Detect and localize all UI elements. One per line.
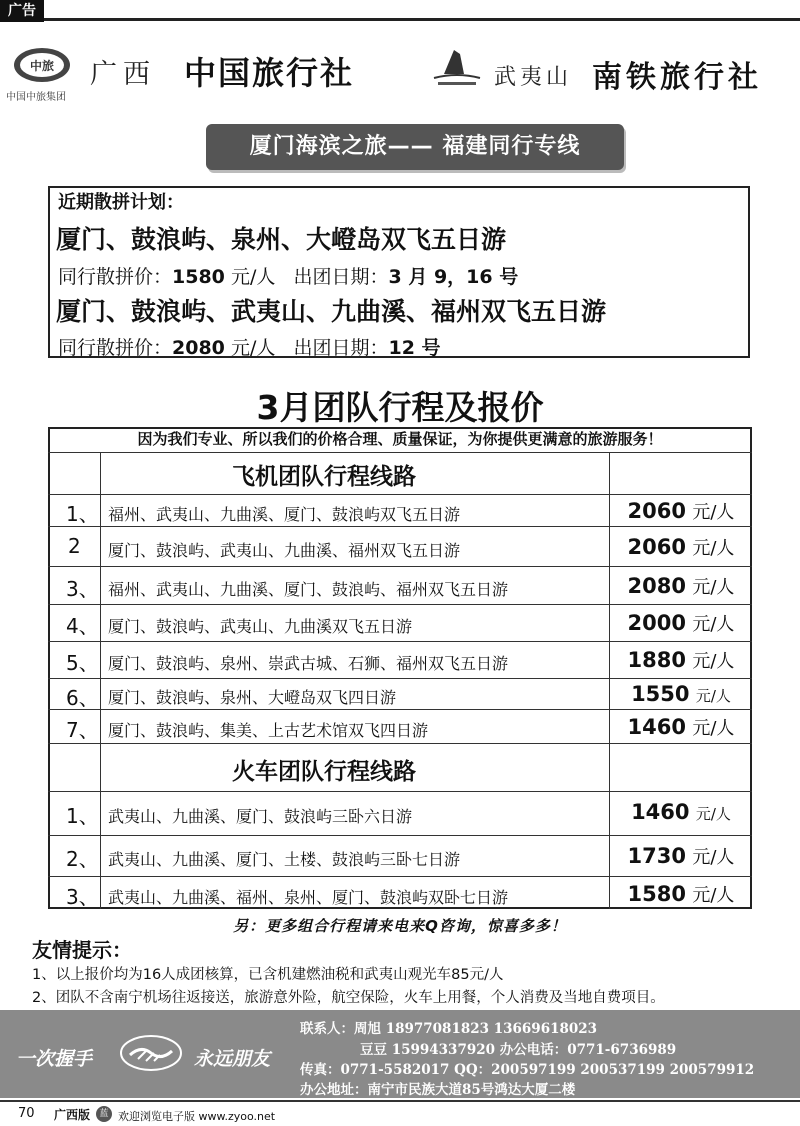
ad-tag: 广告 [0, 0, 44, 22]
price-unit: 元/人 [692, 538, 735, 559]
plan-info [58, 333, 441, 360]
recent-plans-title: 近期散拼计划： [58, 192, 184, 213]
row-number: 5、 [66, 651, 99, 675]
plan-route: 厦门、鼓浪屿、泉州、大嶝岛双飞五日游 [56, 225, 507, 254]
svg-text:中旅: 中旅 [29, 59, 55, 73]
price-value: 2060 [627, 535, 686, 559]
row-price [611, 647, 751, 673]
plan-date: 3 月 9，16 号 [388, 266, 519, 288]
row-number: 4、 [66, 614, 99, 638]
tip-item: 2、团队不含南宁机场往返接送，旅游意外险，航空保险，火车上用餐，个人消费及当地自费项目。 [32, 990, 665, 1006]
website-link[interactable]: 欢迎浏览电子版 www.zyoo.net [118, 1110, 276, 1123]
plan-date-label: 出团日期： [293, 266, 389, 288]
plan-date-label: 出团日期： [293, 337, 389, 359]
row-price [611, 881, 751, 907]
table-slogan: 因为我们专业、所以我们的价格合理、质量保证，为你提供更满意的旅游服务！ [137, 430, 663, 448]
row-price [611, 800, 751, 824]
train-group-header: 火车团队行程线路 [232, 759, 416, 785]
row-number: 3、 [66, 885, 99, 909]
row-number: 2、 [66, 847, 99, 871]
row-route: 武夷山、九曲溪、福州、泉州、厦门、鼓浪屿双卧七日游 [108, 888, 509, 907]
table-divider [48, 678, 752, 679]
table-divider [48, 452, 752, 453]
price-unit: 元/人 [692, 577, 735, 598]
table-divider [48, 709, 752, 710]
table-col-divider [609, 452, 610, 909]
edition-label: 广西版 [54, 1108, 91, 1122]
row-price [611, 682, 751, 706]
row-price [611, 534, 751, 560]
plan-price: 1580 [172, 266, 225, 288]
table-divider [48, 641, 752, 642]
route-banner: 厦门海滨之旅—— 福建同行专线 [206, 124, 624, 170]
price-unit: 元/人 [692, 614, 735, 635]
price-unit: 元/人 [692, 651, 735, 672]
contact-line: 办公地址：南宁市民族大道85号鸿达大厦二楼 [300, 1082, 576, 1098]
row-route: 厦门、鼓浪屿、泉州、崇武古城、石狮、福州双飞五日游 [108, 654, 509, 673]
table-col-divider [100, 452, 101, 909]
handshake-icon [116, 1033, 186, 1073]
price-value: 1550 [631, 682, 690, 706]
price-unit: 元/人 [692, 502, 735, 523]
slogan-right: 永远朋友 [194, 1048, 271, 1070]
flight-group-header: 飞机团队行程线路 [232, 464, 416, 490]
agency-1-prefix: 广西 [90, 59, 156, 90]
plan-price-label: 同行散拼价： [58, 337, 173, 359]
row-number: 3、 [66, 577, 99, 601]
row-route: 厦门、鼓浪屿、武夷山、九曲溪双飞五日游 [108, 617, 413, 636]
slogan-left: 一次握手 [16, 1048, 93, 1070]
row-route: 厦门、鼓浪屿、泉州、大嶝岛双飞四日游 [108, 688, 397, 707]
row-number: 2 [68, 534, 81, 558]
row-number: 1、 [66, 502, 99, 526]
table-divider [48, 743, 752, 744]
price-unit: 元/人 [692, 885, 735, 906]
top-rule [44, 18, 800, 21]
price-value: 2060 [627, 499, 686, 523]
table-divider [48, 876, 752, 877]
footnote: 另：更多组合行程请来电来Q咨询，惊喜多多！ [233, 917, 567, 935]
logo-left-caption: 中国中旅集团 [6, 92, 66, 103]
row-price [611, 573, 751, 599]
price-value: 1460 [631, 800, 690, 824]
price-value: 2000 [627, 611, 686, 635]
row-route: 武夷山、九曲溪、厦门、鼓浪屿三卧六日游 [108, 807, 413, 826]
row-route: 福州、武夷山、九曲溪、厦门、鼓浪屿、福州双飞五日游 [108, 580, 509, 599]
row-price [611, 610, 751, 636]
price-value: 1730 [627, 844, 686, 868]
table-divider [48, 526, 752, 527]
section-title: 3月团队行程及报价 [256, 388, 544, 427]
table-divider [48, 566, 752, 567]
page-number: 70 [18, 1106, 35, 1121]
price-unit: 元/人 [692, 718, 735, 739]
bottom-rule [0, 1100, 800, 1102]
plan-price-unit: 元/人 [230, 266, 276, 288]
row-route: 福州、武夷山、九曲溪、厦门、鼓浪屿双飞五日游 [108, 505, 461, 524]
plan-info [58, 262, 518, 289]
price-value: 2080 [627, 574, 686, 598]
plan-price-label: 同行散拼价： [58, 266, 173, 288]
contact-line: 联系人：周旭 18977081823 13669618023 [300, 1021, 598, 1037]
price-unit: 元/人 [695, 687, 731, 705]
price-value: 1580 [627, 882, 686, 906]
plan-price-unit: 元/人 [230, 337, 276, 359]
price-value: 1880 [627, 648, 686, 672]
agency-2-prefix: 武夷山 [494, 65, 573, 90]
edition-badge: 蓝 [96, 1106, 112, 1122]
tips-title: 友情提示： [32, 938, 132, 962]
table-divider [48, 494, 752, 495]
plan-price: 2080 [172, 337, 225, 359]
tip-item: 1、以上报价均为16人成团核算，已含机建燃油税和武夷山观光车85元/人 [32, 967, 504, 983]
agency-1-name: 中国旅行社 [184, 54, 355, 92]
contact-line: 传真：0771-5582017 QQ：200597199 200537199 200579912 [300, 1062, 755, 1078]
row-price [611, 714, 751, 740]
price-value: 1460 [627, 715, 686, 739]
row-price [611, 498, 751, 524]
table-divider [48, 791, 752, 792]
table-divider [48, 835, 752, 836]
mountain-logo-icon [430, 44, 484, 90]
price-unit: 元/人 [695, 805, 731, 823]
plan-date: 12 号 [388, 337, 441, 359]
plan-route: 厦门、鼓浪屿、武夷山、九曲溪、福州双飞五日游 [56, 297, 607, 326]
row-route: 厦门、鼓浪屿、集美、上古艺术馆双飞四日游 [108, 721, 429, 740]
row-number: 7、 [66, 718, 99, 742]
row-number: 1、 [66, 804, 99, 828]
table-divider [48, 604, 752, 605]
row-route: 厦门、鼓浪屿、武夷山、九曲溪、福州双飞五日游 [108, 541, 461, 560]
cits-logo-icon [12, 45, 72, 85]
agency-2-name: 南铁旅行社 [592, 60, 762, 95]
price-unit: 元/人 [692, 847, 735, 868]
row-number: 6、 [66, 686, 99, 710]
contact-line: 豆豆 15994337920 办公电话：0771-6736989 [360, 1042, 677, 1058]
row-route: 武夷山、九曲溪、厦门、土楼、鼓浪屿三卧七日游 [108, 850, 461, 869]
row-price [611, 843, 751, 869]
